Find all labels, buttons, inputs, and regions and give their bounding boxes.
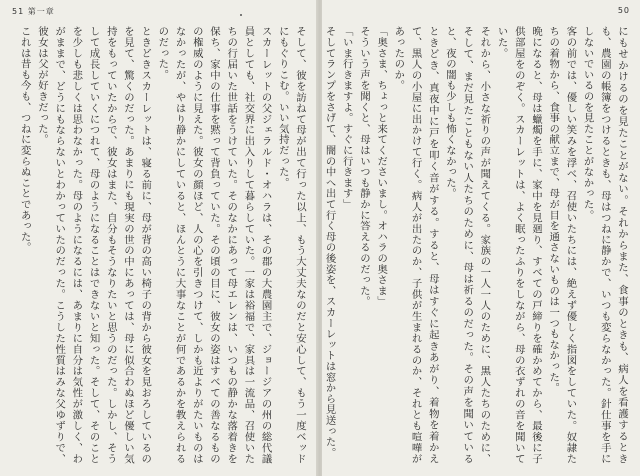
left-page-body-text: そして、彼を訪ねて母が出て行った以上、もう大丈夫なのだと安心して、もう一度ベッドにもぐりこむ。いい気持だった。 スカーレットの父ジェラルド・オハラは、その郡の大農園主で、ジョージアの州の総代議員としても、社交界に出入りして暮らしていた。一家は裕福で、家具は一流品、召使いたちの行届いた世話をうけていた。そのなかにあって母エレンは、いつもの静かな落着きを保ち、家中の仕事を黙って背負っていた。その頃の目に、彼女の姿はすべての善なるものの権威のように見えた。彼女の顔ほど、人の心を引きつけて、しかも近よりがたいものはなかったが、やはり静かにしていると、ほんとうに大事なことが何であるかを教えられるのだった。 ときどきスカーレットは、寝る前に、母が背の高い椅子の背から彼女を見おろしているのを見て、驚くのだった。あまりにも現実の世の中にあっては、母に似合わぬほど優しい気持をもっていたからで、彼女はまた、自分もそうなりたいと思うのだった。しかし、そうして成長していくにつれて、母のようになることはできないと知った。そして、そのことを少しも悲しくは思わなかった。母のようになるには、あまりに自分は気性が激しく、わがままで、どうにもならないとわかっていたのだった。こうした性質はみな父ゆずりで、彼女は父が好きだった。 これは昔も今も、つねに変らぬことであった。 (18, 26, 306, 464)
right-page-number: 50 (617, 6, 630, 15)
right-page-header (618, 6, 630, 15)
print-mark (240, 14, 242, 16)
left-page (0, 0, 318, 476)
chapter-label: 第一章 (27, 7, 55, 16)
right-page (322, 0, 640, 476)
right-page-body-text: にもせかけるのを見たことがない。それからまた、食事のときも、病人を看護するときも、農園の帳簿をつけるときも、母はつねに静かで、いつも変らなかった。針仕事を手にしないでいるのを見たことがなかった。 客の前では、優しい笑みを浮べ、召使いたちには、絶えず優しく指図をしていた。奴隷たちの着物から、食事の献立まで、母が目を通さないものは一つもなかった。 晩になると、母は蠟燭を手に、家中を見廻り、すべての戸締りを確かめてから、最後に子供部屋をのぞく。スカーレットは、よく眠ったふりをしながら、母の衣ずれの音を聞いていた。 それから、小さな祈りの声が聞えてくる。家族の一人一人のために、黒人たちのために、そして、まだ見たこともない人たちのために、母は祈るのだった。その声を聞いていると、夜の闇も少しも怖くなかった。 ときどき、真夜中に戸を叩く音がする。すると、母はすぐに起きあがり、着物を着かえて、黒人の小屋に出かけて行く。病人が出たのか、子供が生まれるのか、それとも喧嘩があったのか。 「奥さま、ちょっと来てくださいまし。オハラの奥さま」 そういう声を聞くと、母はいつも静かに答えるのだった。 「いま行きますよ。すぐに行きます」 そしてランプをさげて、闇の中へ出て行く母の後姿を、スカーレットは窓から見送った。 (323, 26, 628, 464)
left-page-number: 51 (12, 7, 25, 16)
left-page-header (12, 6, 55, 17)
